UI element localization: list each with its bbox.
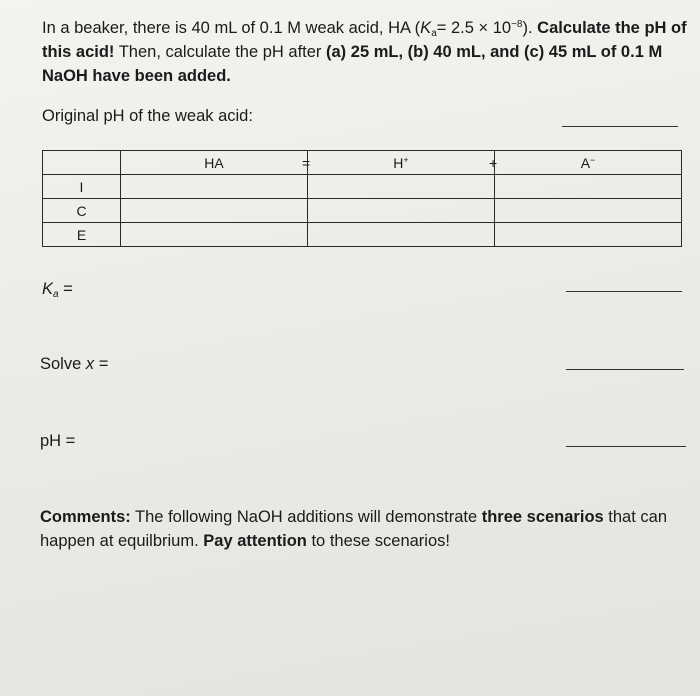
ice-row-initial	[43, 175, 682, 199]
row-label-c: C	[43, 199, 121, 223]
row-label-i: I	[43, 175, 121, 199]
header-a-minus: A−	[580, 154, 596, 171]
cell-c-h[interactable]	[308, 199, 495, 223]
cell-i-a[interactable]	[495, 175, 682, 199]
cell-c-a[interactable]	[495, 199, 682, 223]
ice-row-change	[43, 199, 682, 223]
cell-e-a[interactable]	[495, 223, 682, 247]
row-label-e: E	[43, 223, 121, 247]
header-ha: HA	[204, 154, 224, 171]
ph-label: pH =	[40, 432, 76, 450]
ka-label: Ka =	[42, 280, 73, 300]
cell-i-h[interactable]	[308, 175, 495, 199]
ph-answer-line[interactable]	[566, 446, 686, 447]
header-plus: +	[489, 155, 498, 171]
solve-x-label: Solve x =	[40, 355, 109, 373]
cell-c-ha[interactable]	[121, 199, 308, 223]
comments-note: Comments: The following NaOH additions will demonstrate three scenarios that can happen at equilbrium. Pay attention to these scenarios!	[40, 508, 667, 550]
ice-row-equilibrium	[43, 223, 682, 247]
cell-i-ha[interactable]	[121, 175, 308, 199]
original-ph-answer-line[interactable]	[562, 126, 678, 127]
header-h-plus: H+	[393, 154, 409, 171]
ice-table	[42, 150, 682, 247]
original-ph-label: Original pH of the weak acid:	[42, 107, 253, 125]
cell-e-h[interactable]	[308, 223, 495, 247]
ka-answer-line[interactable]	[566, 291, 682, 292]
ice-header-row	[43, 151, 682, 175]
solve-x-answer-line[interactable]	[566, 369, 684, 370]
header-equals: =	[302, 155, 311, 171]
problem-statement: In a beaker, there is 40 mL of 0.1 M weak acid, HA $(K_a= 2.5 \times 10^{-8})$. Calculate the pH of this acid! Then, calculate the pH after (a) 25 mL, (b) 40 mL, and (c) 45 mL of 0.1 M NaOH have been added.	[42, 19, 687, 85]
cell-e-ha[interactable]	[121, 223, 308, 247]
